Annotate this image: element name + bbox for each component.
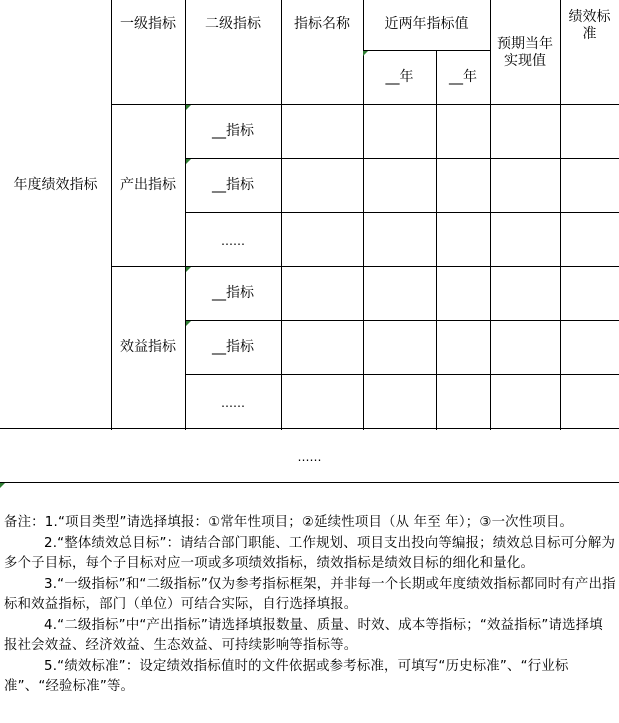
table-border: [0, 428, 619, 429]
cell-marker-icon: [363, 51, 368, 56]
header-recent-two-years: 近两年指标值: [384, 16, 469, 32]
header-level1: 一级指标: [120, 16, 176, 32]
table-border: [281, 0, 282, 430]
header-standard-line1: 绩效标: [568, 9, 611, 25]
table-border: [436, 50, 437, 430]
note-4: 4.“二级指标”中“产出指标”请选择填报数量、质量、时效、成本等指标；“效益指标”请选择填报社会效益、经济效益、生态效益、可持续影响等指标等。: [4, 617, 603, 653]
note-5: 5.“绩效标准”：设定绩效指标值时的文件依据或参考标准，可填写“历史标准”、“行业标准”、“经验标准”等。: [4, 658, 569, 694]
table-border: [363, 0, 364, 430]
header-level2: 二级指标: [205, 16, 261, 32]
cell-marker-icon: [186, 267, 191, 272]
table-border: [185, 374, 619, 375]
output-item-ellipsis: ……: [221, 234, 245, 248]
header-expected-line1: 预期当年: [497, 36, 553, 52]
note-1: 备注：1.“项目类型”请选择填报：①常年性项目；②延续性项目（从 年至 年）；③一次性项目。: [4, 515, 574, 530]
table-border: [185, 320, 619, 321]
benefit-item-ellipsis: ……: [221, 396, 245, 410]
benefit-item: __指标: [212, 285, 254, 301]
header-expected-line2: 实现值: [504, 53, 546, 69]
row-group-annual-indicators: 年度绩效指标: [13, 177, 98, 193]
table-border: [185, 212, 619, 213]
output-item: __指标: [212, 177, 254, 193]
cell-marker-icon: [0, 483, 5, 488]
cell-marker-icon: [186, 321, 191, 326]
extra-row-ellipsis: ……: [297, 450, 322, 464]
table-border: [185, 158, 619, 159]
table-border: [560, 0, 561, 430]
table-border: [0, 482, 619, 483]
table-border: [185, 0, 186, 430]
cell-marker-icon: [186, 105, 191, 110]
note-2: 2.“整体绩效总目标”：请结合部门职能、工作规划、项目支出投向等编报；绩效总目标可分解为多个子目标，每个子目标对应一项或多项绩效指标，绩效指标是绩效目标的细化和量化。: [4, 535, 616, 571]
row-label-benefit: 效益指标: [120, 339, 176, 355]
notes-section: [4, 513, 616, 698]
header-year-b: __年: [449, 69, 477, 85]
header-indicator-name: 指标名称: [294, 16, 350, 32]
header-year-a: __年: [385, 69, 414, 85]
table-border: [111, 0, 112, 430]
table-border: [363, 50, 490, 51]
header-standard-line2: 准: [582, 26, 597, 42]
note-3: 3.“一级指标”和“二级指标”仅为参考指标框架，并非每一个长期或年度绩效指标都同时有产出指标和效益指标，部门（单位）可结合实际，自行选择填报。: [4, 576, 616, 612]
benefit-item: __指标: [212, 339, 254, 355]
row-label-output: 产出指标: [120, 177, 176, 193]
cell-marker-icon: [186, 159, 191, 164]
output-item: __指标: [212, 123, 254, 139]
